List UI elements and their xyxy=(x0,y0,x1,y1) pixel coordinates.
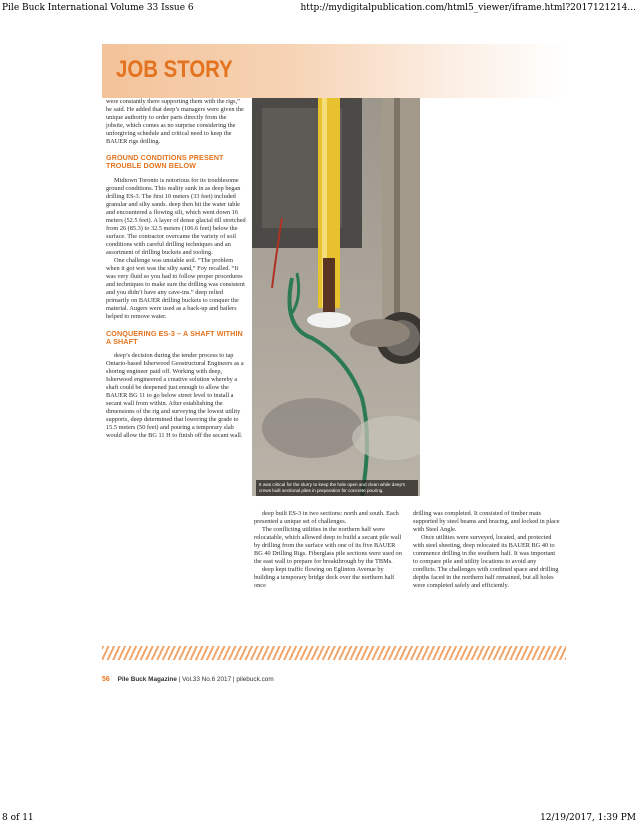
browser-header xyxy=(0,0,638,16)
paragraph: Once utilities were surveyed, located, and protected with steel sheeting, deep relocated its BAUER BG 40 to commence drilling in the southern half. It was important to compare pile and utility locations to avoid any conflicts. The challenges with confined space and drilling depths faced in the northern half remained, but all holes were completed safely and efficiently. xyxy=(413,534,559,590)
page-url[interactable]: http://mydigitalpublication.com/html5_viewer/iframe.html?2017121214... xyxy=(300,3,636,13)
column-1 xyxy=(106,98,246,440)
section-title: JOB STORY xyxy=(116,56,233,83)
photo-illustration xyxy=(252,98,420,496)
document-title: Pile Buck International Volume 33 Issue 6 xyxy=(2,3,194,13)
magazine-name: Pile Buck Magazine xyxy=(117,676,177,683)
column-2 xyxy=(254,510,402,590)
construction-photo xyxy=(252,98,420,496)
page-counter: 8 of 11 xyxy=(2,813,34,823)
page-footer xyxy=(102,676,274,683)
column-3 xyxy=(413,510,561,590)
timestamp: 12/19/2017, 1:39 PM xyxy=(540,813,636,823)
browser-footer xyxy=(0,810,638,826)
page-number: 56 xyxy=(102,676,110,683)
decorative-hatch-bar xyxy=(102,646,566,660)
paragraph: deep kept traffic flowing on Eglinton Avenue by building a temporary bridge deck over the northern half once xyxy=(254,566,395,590)
paragraph: The conflicting utilities in the northern half were relocatable, which allowed deep to build a secant pile wall by drilling from the surface with one of its five BAUER BG 40 Drilling Rigs. Fiberglass pile sections were used on the east wall to prepare for breakthrough by the TBMs. xyxy=(254,526,402,566)
paragraph: deep’s decision during the tender process to tap Ontario-based Isherwood Geostructural Engineers as a shoring engineer paid off. Working with deep, Isherwood engineered a creative solution whereby a shaft could be deepened just enough to allow the BAUER BG 11 to go below street level to install a secant wall from within. After establishing the dimensions of the rig and surveying the lowest utility supports, deep determined that lowering the grade to 15.5 meters (50 feet) and pouring a temporary slab would allow the BG 11 H to finish off the secant wall. xyxy=(106,351,244,440)
magazine-page xyxy=(72,36,566,764)
paragraph: drilling was completed. It consisted of timber mats supported by steel beams and bracing, and locked in place with Steel Angle. xyxy=(413,510,560,534)
subhead-ground-conditions: GROUND CONDITIONS PRESENT TROUBLE DOWN BELOW xyxy=(106,153,224,171)
photo-caption: It was critical for the slurry to keep the hole open and clean while deep’s crews built sectional piles in preparation for concrete pouring. xyxy=(256,480,418,496)
subhead-conquering: CONQUERING ES-3 – A SHAFT WITHIN A SHAFT xyxy=(106,328,243,346)
paragraph: deep built ES-3 in two sections: north and south. Each presented a unique set of challenges. xyxy=(254,510,399,526)
paragraph: Midtown Toronto is notorious for its troublesome ground conditions. This reality sunk in as deep began drilling ES-3. The first 10 meters (33 feet) included granular and silty sands. deep then hit the water table and encountered a flowing silt, which went down 16 meters (52.5 feet). A layer of dense glacial till stretched from 26 (85.3) to 32.5 meters (106.6 feet) below the surface. The contractor overcame the variety of soil conditions with careful drilling techniques and an assortment of drilling buckets and tooling. xyxy=(106,176,246,257)
issue-info: | Vol.33 No.6 2017 | pilebuck.com xyxy=(178,676,274,683)
intro-paragraph: were constantly there supporting them with the rigs,” he said. He added that deep’s managers were given the unique authority to order parts directly from the jobsite, which comes as no surprise considering the unforgiving schedule and critical need to keep the BAUER rigs drilling. xyxy=(106,98,244,146)
paragraph: One challenge was unstable soil. “The problem when it got wet was the silty sand,” Foy recalled. “It was very fluid so you had to follow proper procedures and techniques to make sure the drilling was consistent and you didn’t have any cave-ins.” deep relied primarily on BAUER drilling buckets to conquer the material. Augers were used as a back-up and bailers helped to remove water. xyxy=(106,257,245,321)
